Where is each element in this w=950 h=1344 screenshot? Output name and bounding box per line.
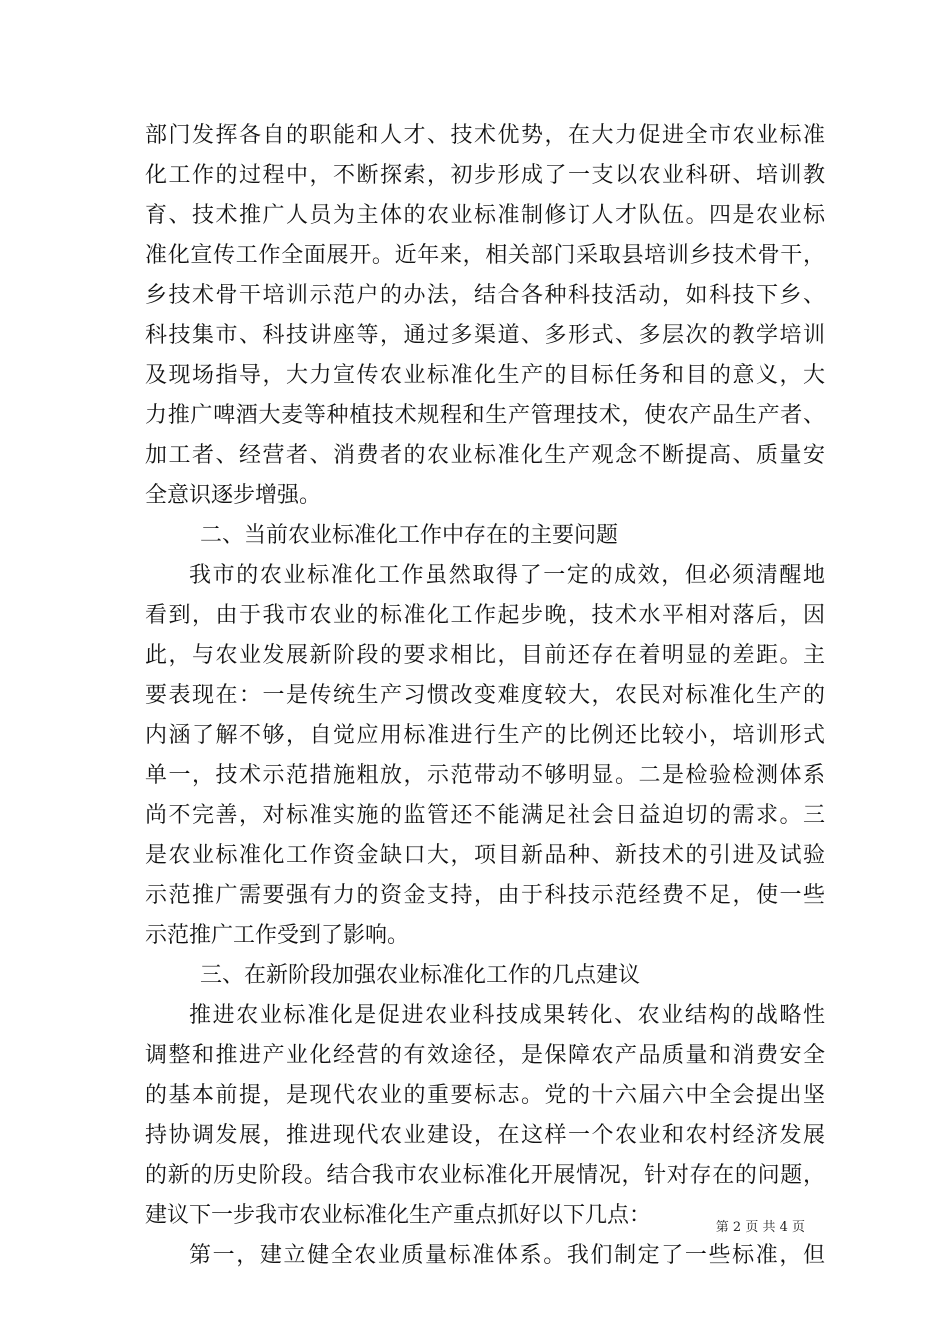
section-heading: 三、在新阶段加强农业标准化工作的几点建议 (200, 963, 641, 988)
text-line: 力推广啤酒大麦等种植技术规程和生产管理技术，使农产品生产者、 (145, 403, 825, 428)
text-line: 此，与农业发展新阶段的要求相比，目前还存在着明显的差距。主 (145, 643, 825, 668)
text-line: 科技集市、科技讲座等，通过多渠道、多形式、多层次的教学培训 (145, 323, 825, 348)
text-line: 全意识逐步增强。 (145, 483, 322, 508)
text-line: 的新的历史阶段。结合我市农业标准化开展情况，针对存在的问题， (145, 1163, 825, 1188)
text-line: 调整和推进产业化经营的有效途径，是保障农产品质量和消费安全 (145, 1043, 825, 1068)
body-text (145, 116, 825, 1276)
text-line: 内涵了解不够，自觉应用标准进行生产的比例还比较小，培训形式 (145, 723, 825, 748)
text-line: 建议下一步我市农业标准化生产重点抓好以下几点： (145, 1203, 652, 1228)
text-line: 部门发挥各自的职能和人才、技术优势，在大力促进全市农业标准 (145, 123, 825, 148)
text-line: 示范推广需要强有力的资金支持，由于科技示范经费不足，使一些 (145, 883, 825, 908)
text-line: 化工作的过程中，不断探索，初步形成了一支以农业科研、培训教 (145, 163, 825, 188)
page-number: 第 2 页 共 4 页 (715, 1220, 805, 1235)
text-line: 的基本前提，是现代农业的重要标志。党的十六届六中全会提出坚 (145, 1083, 825, 1108)
text-line: 我市的农业标准化工作虽然取得了一定的成效，但必须清醒地 (189, 563, 825, 588)
text-line: 第一，建立健全农业质量标准体系。我们制定了一些标准，但 (189, 1243, 825, 1268)
text-line: 要表现在：一是传统生产习惯改变难度较大，农民对标准化生产的 (145, 683, 825, 708)
text-line: 看到，由于我市农业的标准化工作起步晚，技术水平相对落后，因 (145, 603, 825, 628)
section-heading: 二、当前农业标准化工作中存在的主要问题 (200, 523, 619, 548)
text-line: 推进农业标准化是促进农业科技成果转化、农业结构的战略性 (189, 1003, 825, 1028)
text-line: 乡技术骨干培训示范户的办法，结合各种科技活动，如科技下乡、 (145, 283, 825, 308)
text-line: 尚不完善，对标准实施的监管还不能满足社会日益迫切的需求。三 (145, 803, 825, 828)
text-line: 是农业标准化工作资金缺口大，项目新品种、新技术的引进及试验 (145, 843, 825, 868)
text-line: 及现场指导，大力宣传农业标准化生产的目标任务和目的意义，大 (145, 363, 825, 388)
text-line: 单一，技术示范措施粗放，示范带动不够明显。二是检验检测体系 (145, 763, 825, 788)
text-line: 示范推广工作受到了影响。 (145, 923, 410, 948)
text-line: 准化宣传工作全面展开。近年来，相关部门采取县培训乡技术骨干， (145, 243, 825, 268)
text-line: 加工者、经营者、消费者的农业标准化生产观念不断提高、质量安 (145, 443, 825, 468)
text-line: 持协调发展，推进现代农业建设，在这样一个农业和农村经济发展 (145, 1123, 825, 1148)
text-line: 育、技术推广人员为主体的农业标准制修订人才队伍。四是农业标 (145, 203, 825, 228)
